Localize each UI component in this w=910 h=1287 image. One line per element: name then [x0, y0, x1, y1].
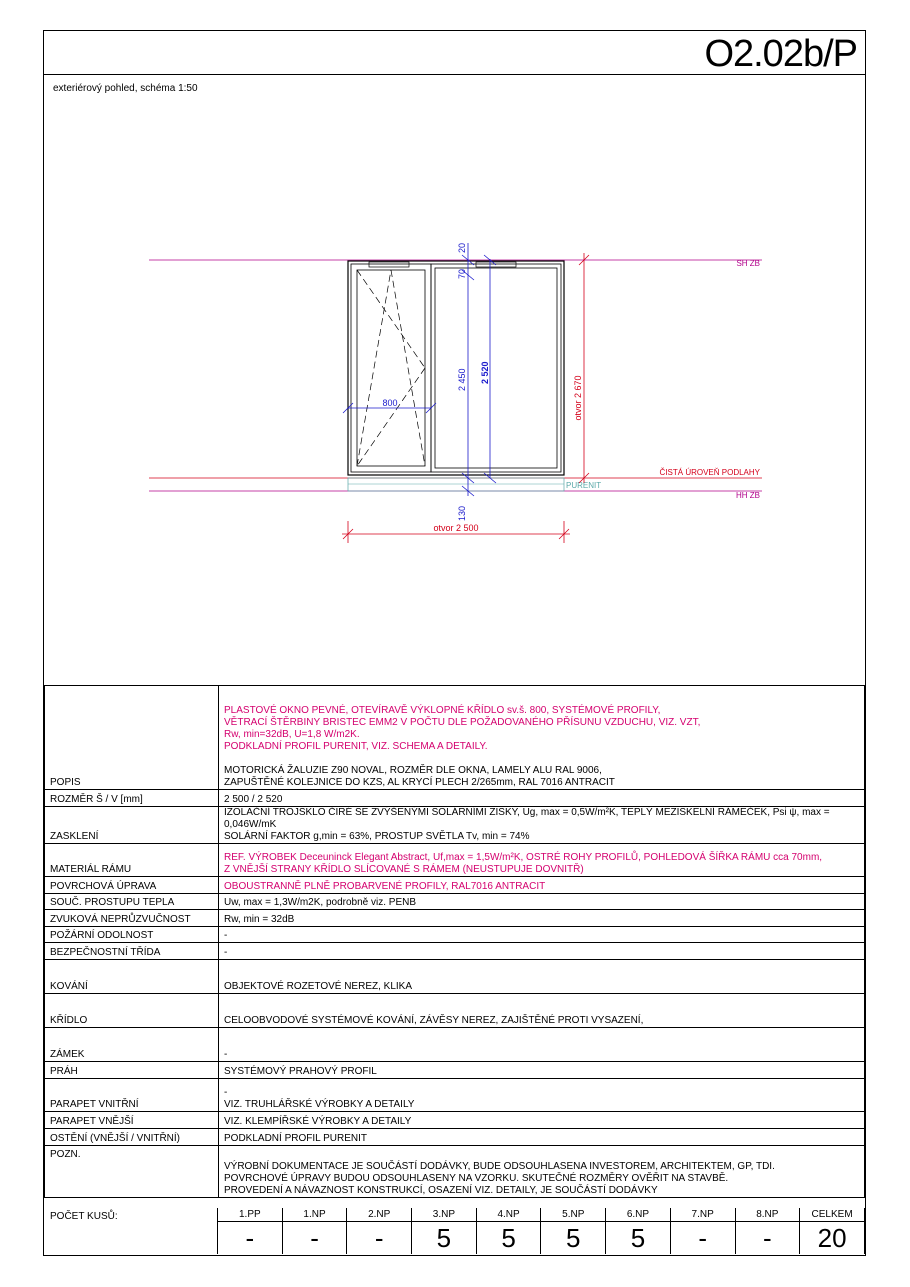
count-value: 5	[606, 1222, 671, 1255]
spec-row-prah: PRÁH SYSTÉMOVÝ PRAHOVÝ PROFIL	[45, 1062, 865, 1079]
dim-leaf-width: 800	[382, 398, 398, 408]
opening-leaf-glass	[357, 270, 425, 466]
spec-row-povrch: POVRCHOVÁ ÚPRAVA OBOUSTRANNĚ PLNĚ PROBARVENÉ PROFILY, RAL7016 ANTRACIT	[45, 877, 865, 894]
counts-value-row	[218, 1222, 865, 1255]
count-value: -	[282, 1222, 347, 1255]
count-floor: 4.NP	[476, 1208, 541, 1222]
count-floor: 1.NP	[282, 1208, 347, 1222]
spec-row-osteni: OSTĚNÍ (VNĚJŠÍ / VNITŘNÍ) PODKLADNÍ PROFIL PURENIT	[45, 1129, 865, 1146]
fixed-pane	[431, 264, 561, 472]
spec-row-popis	[45, 686, 865, 790]
view-label: exteriérový pohled, schéma 1:50	[53, 83, 198, 94]
spec-label: POPIS	[45, 686, 219, 790]
opening-leaf	[351, 264, 431, 472]
spec-row-bezp: BEZPEČNOSTNÍ TŘÍDA -	[45, 943, 865, 960]
count-floor-total: CELKEM	[800, 1208, 865, 1222]
dim-leaf-height: 2 450	[457, 368, 467, 391]
dim-vertical-group	[462, 243, 496, 496]
count-value: 5	[412, 1222, 477, 1255]
counts-label: POČET KUSŮ:	[50, 1211, 118, 1222]
tilt-turn-lines	[357, 270, 425, 466]
spec-table	[44, 685, 865, 1198]
count-value: -	[218, 1222, 283, 1255]
spec-row-material: MATERIÁL RÁMU REF. VÝROBEK Deceuninck Elegant Abstract, Uf,max = 1,5W/m²K, OSTRÉ ROHY PROFILŮ, POHLEDOVÁ ŠÍŘKA RÁMU cca 70mm, Z VNĚJŠÍ STRANY KŘÍDLO SLÍCOVANÉ S RÁMEM (NEUSTUPUJE DOVNITŘ)	[45, 844, 865, 877]
spec-row-pozn: POZN. VÝROBNÍ DOKUMENTACE JE SOUČÁSTÍ DODÁVKY, BUDE ODSOUHLASENA INVESTOREM, ARCHITEKTEM, GP, TDI. POVRCHOVÉ ÚPRAVY BUDOU ODSOUHLASENY NA VZORKU. SKUTEČNÉ ROZMĚRY OVĚŘIT NA STAVBĚ. PROVEDENÍ A NÁVAZNOST KONSTRUKCÍ, OSAZENÍ VIZ. DETAILY, JE SOUČÁSTÍ DODÁVKY	[45, 1146, 865, 1198]
spec-row-zamek: ZÁMEK -	[45, 1028, 865, 1062]
dim-bottom: 130	[457, 506, 467, 522]
count-floor: 6.NP	[606, 1208, 671, 1222]
spec-row-pozar: POŽÁRNÍ ODOLNOST -	[45, 927, 865, 943]
dim-frame-top: 70	[457, 268, 467, 279]
count-floor: 8.NP	[735, 1208, 800, 1222]
level-floor-label: ČISTÁ ÚROVEŇ PODLAHY	[659, 468, 760, 477]
spec-row-parapet-out: PARAPET VNĚJŠÍ VIZ. KLEMPÍŘSKÉ VÝROBKY A DETAILY	[45, 1112, 865, 1129]
counts-table	[217, 1208, 865, 1254]
dim-opening-width: otvor 2 500	[433, 523, 479, 533]
count-value: -	[670, 1222, 735, 1255]
count-value: 5	[541, 1222, 606, 1255]
dim-top: 20	[457, 242, 467, 253]
purenit-profile	[348, 478, 564, 491]
vent-left	[369, 262, 409, 267]
count-floor: 2.NP	[347, 1208, 412, 1222]
window-frame	[348, 261, 564, 475]
count-floor: 5.NP	[541, 1208, 606, 1222]
count-value: -	[735, 1222, 800, 1255]
drawing-code: O2.02b/P	[704, 33, 857, 75]
spec-row-souc: SOUČ. PROSTUPU TEPLA Uw, max = 1,3W/m2K, podrobně viz. PENB	[45, 894, 865, 910]
count-floor: 3.NP	[412, 1208, 477, 1222]
purenit-label: PURENIT	[566, 481, 602, 490]
count-floor: 1.PP	[218, 1208, 283, 1222]
counts-floor-row	[218, 1208, 865, 1222]
fixed-pane-glass	[435, 268, 557, 468]
spec-row-parapet-in: PARAPET VNITŘNÍ - VIZ. TRUHLÁŘSKÉ VÝROBKY A DETAILY	[45, 1079, 865, 1112]
window-elevation-drawing	[44, 31, 865, 685]
count-floor: 7.NP	[670, 1208, 735, 1222]
count-value: 5	[476, 1222, 541, 1255]
spec-row-kridlo: KŘÍDLO CELOOBVODOVÉ SYSTÉMOVÉ KOVÁNÍ, ZÁVĚSY NEREZ, ZAJIŠTĚNÉ PROTI VYSAZENÍ,	[45, 994, 865, 1028]
spec-row-zvuk: ZVUKOVÁ NEPRŮZVUČNOST Rw, min = 32dB	[45, 910, 865, 927]
dim-total-height: 2 520	[480, 361, 490, 384]
level-sh-label: SH ZB	[736, 259, 760, 268]
drawing-sheet	[43, 30, 866, 1256]
count-value: -	[347, 1222, 412, 1255]
spec-row-rozmer: ROZMĚR Š / V [mm] 2 500 / 2 520	[45, 790, 865, 807]
count-value-total: 20	[800, 1222, 865, 1255]
level-hh-label: HH ZB	[736, 491, 760, 500]
spec-row-kovani: KOVÁNÍ OBJEKTOVÉ ROZETOVÉ NEREZ, KLIKA	[45, 960, 865, 994]
dim-opening-height: otvor 2 670	[573, 375, 583, 421]
spec-value: PLASTOVÉ OKNO PEVNÉ, OTEVÍRAVĚ VÝKLOPNÉ KŘÍDLO sv.š. 800, SYSTÉMOVÉ PROFILY, VĚTRACÍ ŠTĚRBINY BRISTEC EMM2 V POČTU DLE POŽADOVANÉHO PŘÍSUNU VZDUCHU, VIZ. VZT, Rw, min=32dB, U=1,8 W/m2K. PODKLADNÍ PROFIL PURENIT, VIZ. SCHEMA A DETAILY. MOTORICKÁ ŽALUZIE Z90 NOVAL, ROZMĚR DLE OKNA, LAMELY ALU RAL 9006, ZAPUŠTĚNÉ KOLEJNICE DO KZS, AL KRYCÍ PLECH 2/265mm, RAL 7016 ANTRACIT	[219, 686, 865, 790]
spec-row-zaskleni: ZASKLENÍ IZOLAČNÍ TROJSKLO ČIRÉ SE ZVÝŠENÝMI SOLÁRNÍMI ZISKY, Ug, max = 0,5W/m²K, TEPLÝ MEZISKELNÍ RÁMEČEK, Psi ψ, max = 0,046W/mK SOLÁRNÍ FAKTOR g,min = 63%, PROSTUP SVĚTLA Tv, min = 74%	[45, 807, 865, 844]
